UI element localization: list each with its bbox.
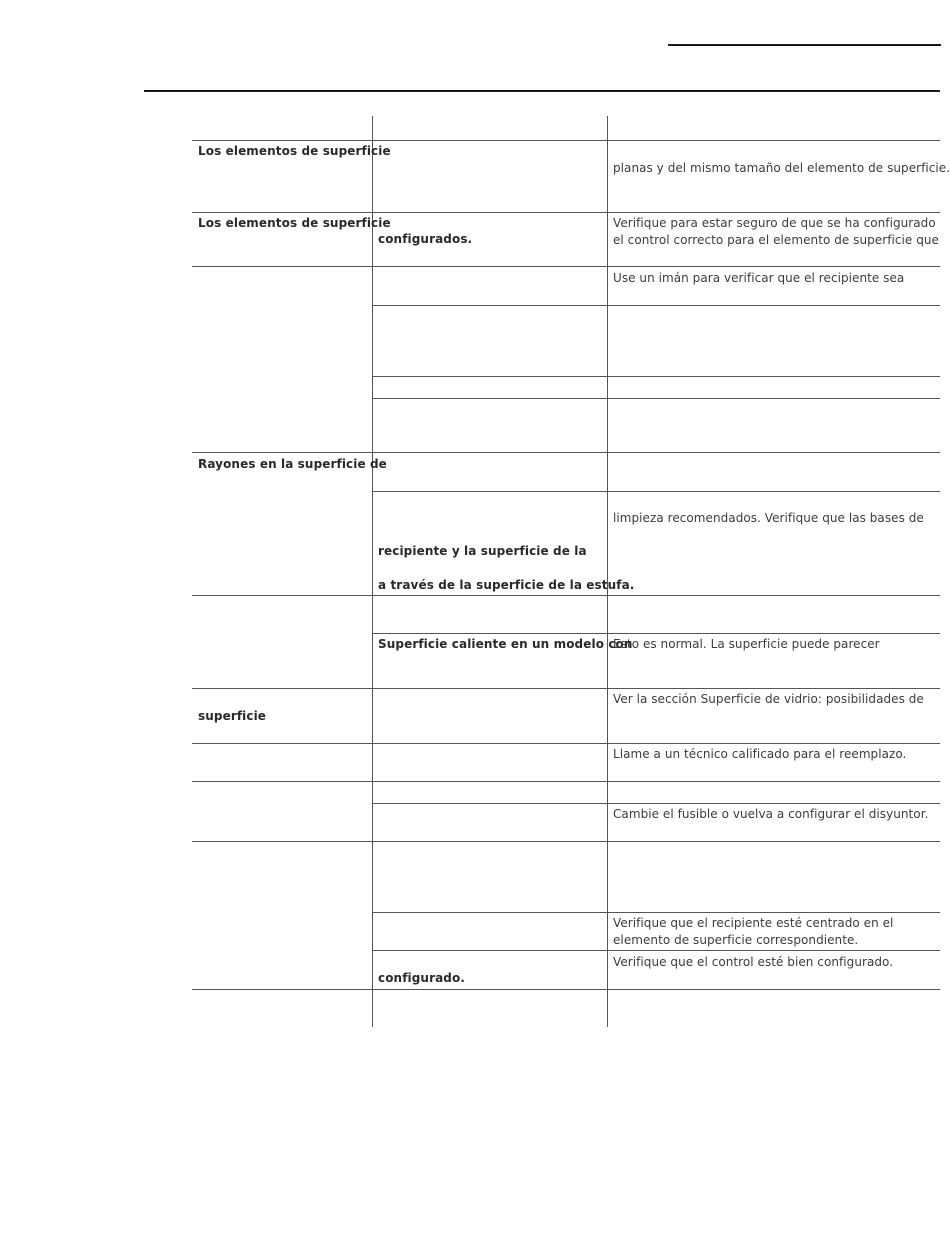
row-separator (192, 781, 940, 782)
cause-text: configurado. (378, 971, 465, 985)
row-separator (192, 212, 940, 213)
sub-row-separator (372, 633, 940, 634)
solution-text: Verifique para estar seguro de que se ha configurado (613, 216, 936, 230)
column-divider-1 (372, 116, 373, 1027)
row-separator (192, 989, 940, 990)
cause-text: recipiente y la superficie de la (378, 544, 587, 558)
sub-row-separator (372, 491, 940, 492)
sub-row-separator (372, 305, 940, 306)
header-rule-short (668, 44, 941, 46)
solution-text: Llame a un técnico calificado para el reemplazo. (613, 747, 907, 761)
row-separator (192, 841, 940, 842)
solution-text: Verifique que el recipiente esté centrado en el (613, 916, 894, 930)
problem-text: Rayones en la superficie de (198, 457, 387, 471)
sub-row-separator (372, 803, 940, 804)
solution-text: planas y del mismo tamaño del elemento de superficie. (613, 161, 950, 175)
row-separator (192, 688, 940, 689)
solution-text: elemento de superficie correspondiente. (613, 933, 859, 947)
column-divider-2 (607, 116, 608, 1027)
solution-text: Verifique que el control esté bien configurado. (613, 955, 894, 969)
solution-text: limpieza recomendados. Verifique que las bases de (613, 511, 924, 525)
solution-text: Use un imán para verificar que el recipiente sea (613, 271, 905, 285)
problem-text: Los elementos de superficie (198, 144, 391, 158)
row-separator (192, 743, 940, 744)
solution-text: el control correcto para el elemento de superficie que (613, 233, 939, 247)
solution-text: Cambie el fusible o vuelva a configurar el disyuntor. (613, 807, 929, 821)
cause-text: configurados. (378, 232, 473, 246)
sub-row-separator (372, 912, 940, 913)
solution-text: Esto es normal. La superficie puede parecer (613, 637, 880, 651)
cause-text: Superficie caliente en un modelo con (378, 637, 633, 651)
row-separator (192, 266, 940, 267)
problem-text: Los elementos de superficie (198, 216, 391, 230)
row-separator (192, 595, 940, 596)
sub-row-separator (372, 398, 940, 399)
header-rule-long (144, 90, 940, 92)
sub-row-separator (372, 950, 940, 951)
row-separator (192, 140, 940, 141)
solution-text: Ver la sección Superficie de vidrio: posibilidades de (613, 692, 924, 706)
row-separator (192, 452, 940, 453)
sub-row-separator (372, 376, 940, 377)
problem-text: superficie (198, 709, 267, 723)
cause-text: a través de la superficie de la estufa. (378, 578, 635, 592)
